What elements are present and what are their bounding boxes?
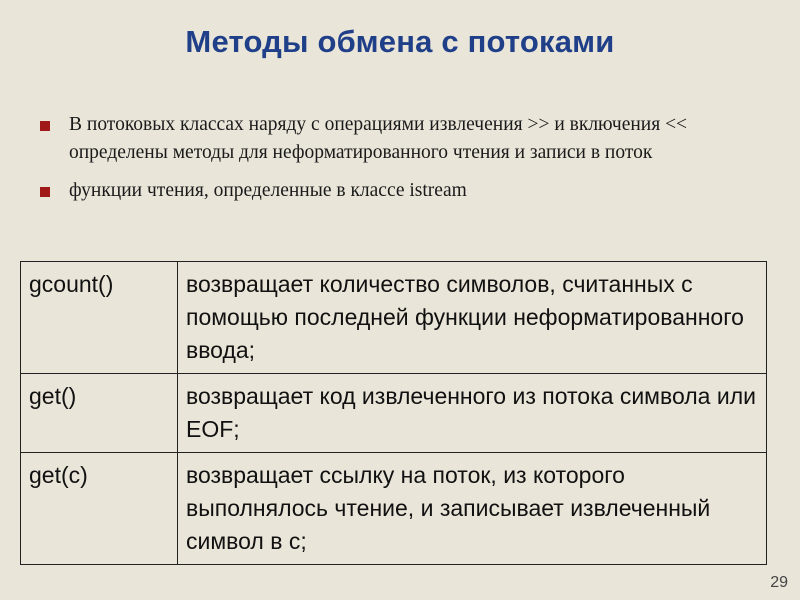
page-number: 29	[770, 574, 788, 591]
method-description-cell: возвращает ссылку на поток, из которого выполнялось чтение, и записывает извлеченный символ в c;	[178, 453, 767, 565]
bullet-list	[40, 111, 760, 215]
slide-title: Методы обмена с потоками	[185, 24, 615, 59]
bullet-item	[40, 177, 760, 205]
square-bullet-icon	[40, 187, 50, 197]
method-description-cell: возвращает код извлеченного из потока символа или EOF;	[178, 374, 767, 453]
bullet-item	[40, 111, 760, 167]
table-row	[21, 262, 767, 374]
method-description-cell: возвращает количество символов, считанных с помощью последней функции неформатированного ввода;	[178, 262, 767, 374]
table-row	[21, 374, 767, 453]
bullet-text: В потоковых классах наряду с операциями извлечения >> и включения << определены методы для неформатированного чтения и записи в поток	[69, 114, 688, 163]
method-name-cell: gcount()	[21, 262, 178, 374]
bullet-text: функции чтения, определенные в классе istream	[69, 180, 467, 201]
methods-table	[20, 261, 767, 565]
method-name-cell: get(c)	[21, 453, 178, 565]
method-name-cell: get()	[21, 374, 178, 453]
table-row	[21, 453, 767, 565]
square-bullet-icon	[40, 121, 50, 131]
